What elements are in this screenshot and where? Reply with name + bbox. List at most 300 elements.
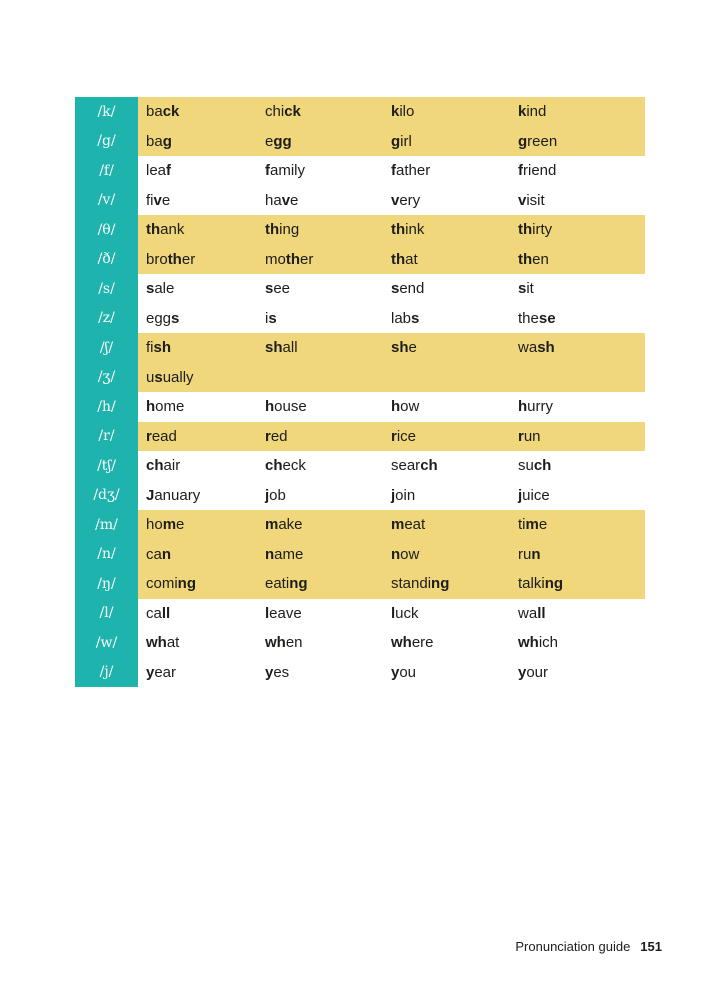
word-part: er <box>300 250 314 268</box>
example-word <box>138 369 265 386</box>
word-part: e <box>290 191 299 209</box>
highlighted-letters: m <box>265 516 279 534</box>
table-row <box>75 186 645 216</box>
highlighted-letters: ch <box>420 457 438 475</box>
phoneme-symbol: /s/ <box>75 274 138 304</box>
example-word <box>265 103 391 120</box>
highlighted-letters: v <box>391 191 400 209</box>
phoneme-symbol: /l/ <box>75 599 138 629</box>
highlighted-letters: ng <box>289 575 308 593</box>
highlighted-letters: s <box>411 309 420 327</box>
example-word <box>138 133 265 150</box>
phoneme-symbol: /g/ <box>75 127 138 157</box>
example-word <box>391 103 518 120</box>
example-word <box>138 192 265 209</box>
example-word <box>265 575 391 592</box>
example-word <box>518 487 638 504</box>
example-words <box>138 510 645 540</box>
highlighted-letters: l <box>391 604 396 622</box>
highlighted-letters: s <box>146 280 155 298</box>
word-part: eati <box>265 575 290 593</box>
word-part: eave <box>269 604 302 622</box>
example-words <box>138 274 645 304</box>
word-part: ow <box>400 398 420 416</box>
highlighted-letters: y <box>518 663 527 681</box>
highlighted-letters: ch <box>265 457 283 475</box>
word-part: ich <box>538 634 559 652</box>
word-part: lab <box>391 309 412 327</box>
example-word <box>391 133 518 150</box>
phoneme-symbol: /m/ <box>75 510 138 540</box>
word-part: ca <box>146 604 162 622</box>
highlighted-letters: ng <box>544 575 564 593</box>
example-word <box>138 251 265 268</box>
table-row <box>75 569 645 599</box>
highlighted-letters: ck <box>284 103 301 121</box>
highlighted-letters: sh <box>391 339 409 357</box>
highlighted-letters: y <box>265 663 274 681</box>
word-part: ed <box>270 427 288 445</box>
table-row <box>75 481 645 511</box>
word-part: isit <box>526 191 545 209</box>
word-part: uck <box>395 604 419 622</box>
highlighted-letters: ll <box>161 604 171 622</box>
table-row <box>75 540 645 570</box>
word-part: the <box>518 309 539 327</box>
table-row <box>75 599 645 629</box>
table-row <box>75 422 645 452</box>
word-part: ow <box>400 545 420 563</box>
example-word <box>265 221 391 238</box>
highlighted-letters: h <box>265 398 275 416</box>
word-part: ru <box>518 545 532 563</box>
word-part: eat <box>404 516 426 534</box>
example-word <box>518 457 638 474</box>
example-word <box>138 221 265 238</box>
word-part: ead <box>151 427 177 445</box>
highlighted-letters: y <box>146 663 155 681</box>
word-part: talki <box>518 575 545 593</box>
highlighted-letters: r <box>391 427 397 445</box>
word-part: en <box>532 250 549 268</box>
word-part: su <box>518 457 534 475</box>
example-word <box>138 516 265 533</box>
highlighted-letters: s <box>391 280 400 298</box>
word-part: ink <box>405 221 425 239</box>
word-part: ice <box>396 427 417 445</box>
example-words <box>138 333 645 363</box>
word-part: ear <box>154 663 177 681</box>
highlighted-letters: v <box>153 191 162 209</box>
example-word <box>391 280 518 297</box>
phoneme-symbol: /r/ <box>75 422 138 452</box>
example-word <box>391 457 518 474</box>
highlighted-letters: n <box>391 545 401 563</box>
word-part: standi <box>391 575 432 593</box>
example-word <box>518 634 638 651</box>
word-part: mo <box>265 250 286 268</box>
word-part: ere <box>411 634 434 652</box>
example-word <box>518 221 638 238</box>
table-row <box>75 245 645 275</box>
example-word <box>138 339 265 356</box>
example-words <box>138 569 645 599</box>
example-word <box>265 310 391 327</box>
highlighted-letters: th <box>391 250 406 268</box>
example-words <box>138 481 645 511</box>
example-word <box>138 634 265 651</box>
example-word <box>518 575 638 592</box>
example-word <box>518 516 638 533</box>
example-word <box>138 546 265 563</box>
pronunciation-table <box>75 97 645 687</box>
table-row <box>75 304 645 334</box>
word-part: ale <box>154 280 175 298</box>
table-row <box>75 510 645 540</box>
word-part: riend <box>523 162 557 180</box>
highlighted-letters: ng <box>177 575 196 593</box>
example-word <box>518 398 638 415</box>
highlighted-letters: j <box>265 486 270 504</box>
example-words <box>138 363 645 393</box>
phoneme-symbol: /tʃ/ <box>75 451 138 481</box>
example-word <box>265 133 391 150</box>
word-part: ind <box>526 103 547 121</box>
example-word <box>265 280 391 297</box>
phoneme-symbol: /h/ <box>75 392 138 422</box>
highlighted-letters: ch <box>146 457 164 475</box>
phoneme-symbol: /w/ <box>75 628 138 658</box>
word-part: wa <box>518 604 538 622</box>
word-part: ouse <box>274 398 307 416</box>
highlighted-letters: s <box>518 280 527 298</box>
word-part: it <box>526 280 534 298</box>
example-word <box>518 280 638 297</box>
phoneme-symbol: /k/ <box>75 97 138 127</box>
highlighted-letters: s <box>265 280 274 298</box>
table-row <box>75 215 645 245</box>
example-word <box>391 428 518 445</box>
word-part: ha <box>265 191 282 209</box>
example-word <box>138 664 265 681</box>
phoneme-symbol: /ð/ <box>75 245 138 275</box>
example-word <box>138 280 265 297</box>
highlighted-letters: th <box>518 250 533 268</box>
example-word <box>391 398 518 415</box>
highlighted-letters: f <box>265 162 270 180</box>
word-part: ually <box>162 368 194 386</box>
example-words <box>138 422 645 452</box>
word-part: eck <box>282 457 306 475</box>
word-part: e <box>265 132 274 150</box>
highlighted-letters: g <box>162 132 172 150</box>
highlighted-letters: n <box>265 545 275 563</box>
word-part: irl <box>400 132 412 150</box>
word-part: urry <box>527 398 554 416</box>
highlighted-letters: wh <box>146 634 167 652</box>
highlighted-letters: J <box>146 486 155 504</box>
highlighted-letters: s <box>268 309 277 327</box>
highlighted-letters: j <box>391 486 396 504</box>
word-part: end <box>399 280 425 298</box>
word-part: fi <box>146 339 154 357</box>
word-part: ho <box>146 516 163 534</box>
table-row <box>75 274 645 304</box>
example-words <box>138 451 645 481</box>
example-words <box>138 392 645 422</box>
example-words <box>138 156 645 186</box>
example-words <box>138 628 645 658</box>
word-part: ery <box>399 191 421 209</box>
example-word <box>265 605 391 622</box>
word-part: ca <box>146 545 162 563</box>
page-footer <box>515 939 662 954</box>
highlighted-letters: r <box>146 427 152 445</box>
word-part: u <box>146 368 155 386</box>
example-word <box>391 162 518 179</box>
word-part: irty <box>532 221 553 239</box>
example-word <box>265 546 391 563</box>
example-word <box>391 310 518 327</box>
example-words <box>138 658 645 688</box>
example-word <box>391 339 518 356</box>
example-word <box>265 251 391 268</box>
table-row <box>75 363 645 393</box>
phoneme-symbol: /θ/ <box>75 215 138 245</box>
table-row <box>75 97 645 127</box>
example-word <box>138 575 265 592</box>
word-part: ake <box>278 516 303 534</box>
highlighted-letters: th <box>146 221 161 239</box>
example-word <box>265 664 391 681</box>
word-part: all <box>282 339 298 357</box>
example-words <box>138 599 645 629</box>
word-part: egg <box>146 309 172 327</box>
word-part: at <box>405 250 418 268</box>
word-part: sear <box>391 457 421 475</box>
example-word <box>138 310 265 327</box>
example-word <box>265 162 391 179</box>
word-part: ba <box>146 132 163 150</box>
highlighted-letters: th <box>518 221 533 239</box>
word-part: e <box>538 516 548 534</box>
word-part: oin <box>395 486 416 504</box>
highlighted-letters: ng <box>431 575 450 593</box>
word-part: ame <box>274 545 304 563</box>
example-word <box>391 546 518 563</box>
phoneme-symbol: /f/ <box>75 156 138 186</box>
word-part: amily <box>270 162 306 180</box>
example-words <box>138 127 645 157</box>
example-word <box>518 339 638 356</box>
highlighted-letters: y <box>391 663 400 681</box>
example-word <box>391 605 518 622</box>
example-words <box>138 245 645 275</box>
highlighted-letters: ck <box>162 103 180 121</box>
highlighted-letters: h <box>146 398 156 416</box>
example-word <box>138 162 265 179</box>
table-row <box>75 156 645 186</box>
word-part: reen <box>527 132 558 150</box>
word-part: en <box>285 634 303 652</box>
highlighted-letters: v <box>281 191 291 209</box>
highlighted-letters: h <box>391 398 401 416</box>
footer-title: Pronunciation guide <box>515 939 631 954</box>
highlighted-letters: th <box>265 221 280 239</box>
example-word <box>265 634 391 651</box>
example-word <box>265 457 391 474</box>
example-word <box>518 162 638 179</box>
word-part: anuary <box>154 486 201 504</box>
example-word <box>391 634 518 651</box>
word-part: our <box>526 663 549 681</box>
highlighted-letters: s <box>171 309 180 327</box>
highlighted-letters: k <box>391 103 400 121</box>
example-word <box>518 103 638 120</box>
word-part: un <box>523 427 541 445</box>
highlighted-letters: th <box>391 221 406 239</box>
word-part: lea <box>146 162 167 180</box>
table-row <box>75 628 645 658</box>
example-word <box>518 192 638 209</box>
example-word <box>518 546 638 563</box>
phoneme-symbol: /ʃ/ <box>75 333 138 363</box>
highlighted-letters: wh <box>518 634 539 652</box>
word-part: wa <box>518 339 538 357</box>
example-word <box>518 664 638 681</box>
example-word <box>138 457 265 474</box>
example-words <box>138 97 645 127</box>
highlighted-letters: n <box>531 545 541 563</box>
example-words <box>138 186 645 216</box>
word-part: comi <box>146 575 178 593</box>
example-word <box>518 310 638 327</box>
example-word <box>391 664 518 681</box>
word-part: ba <box>146 103 163 121</box>
highlighted-letters: n <box>161 545 172 563</box>
example-word <box>391 221 518 238</box>
highlighted-letters: g <box>391 132 401 150</box>
page-number: 151 <box>640 939 662 954</box>
word-part: es <box>273 663 290 681</box>
highlighted-letters: th <box>167 250 182 268</box>
example-words <box>138 304 645 334</box>
example-words <box>138 215 645 245</box>
highlighted-letters: g <box>518 132 528 150</box>
table-row <box>75 658 645 688</box>
highlighted-letters: j <box>518 486 523 504</box>
example-word <box>138 398 265 415</box>
highlighted-letters: h <box>518 398 528 416</box>
phoneme-symbol: /dʒ/ <box>75 481 138 511</box>
word-part: ather <box>396 162 431 180</box>
highlighted-letters: wh <box>265 634 286 652</box>
word-part: at <box>166 634 180 652</box>
highlighted-letters: m <box>162 516 177 534</box>
word-part: er <box>181 250 196 268</box>
highlighted-letters: r <box>518 427 524 445</box>
highlighted-letters: m <box>525 516 539 534</box>
word-part: air <box>163 457 181 475</box>
table-row <box>75 392 645 422</box>
highlighted-letters: gg <box>273 132 292 150</box>
word-part: fi <box>146 191 154 209</box>
word-part: uice <box>522 486 550 504</box>
example-word <box>518 251 638 268</box>
example-word <box>391 516 518 533</box>
highlighted-letters: r <box>265 427 271 445</box>
word-part: ee <box>273 280 291 298</box>
highlighted-letters: f <box>391 162 396 180</box>
example-word <box>391 487 518 504</box>
example-words <box>138 540 645 570</box>
example-word <box>518 428 638 445</box>
example-word <box>138 428 265 445</box>
phoneme-symbol: /ʒ/ <box>75 363 138 393</box>
example-word <box>518 605 638 622</box>
highlighted-letters: sh <box>153 339 172 357</box>
word-part: i <box>265 309 269 327</box>
example-word <box>138 605 265 622</box>
highlighted-letters: f <box>518 162 523 180</box>
word-part: e <box>408 339 417 357</box>
highlighted-letters: ch <box>533 457 552 475</box>
highlighted-letters: f <box>166 162 172 180</box>
example-word <box>265 398 391 415</box>
highlighted-letters: se <box>538 309 556 327</box>
highlighted-letters: k <box>518 103 527 121</box>
example-word <box>265 487 391 504</box>
word-part: bro <box>146 250 168 268</box>
highlighted-letters: sh <box>265 339 283 357</box>
phoneme-symbol: /v/ <box>75 186 138 216</box>
phoneme-symbol: /j/ <box>75 658 138 688</box>
word-part: ou <box>399 663 417 681</box>
highlighted-letters: s <box>154 368 163 386</box>
highlighted-letters: ll <box>537 604 546 622</box>
word-part: ti <box>518 516 526 534</box>
phoneme-symbol: /z/ <box>75 304 138 334</box>
phoneme-symbol: /n/ <box>75 540 138 570</box>
example-word <box>265 428 391 445</box>
highlighted-letters: sh <box>537 339 555 357</box>
word-part: ing <box>279 221 300 239</box>
example-word <box>391 192 518 209</box>
example-word <box>265 516 391 533</box>
example-word <box>265 192 391 209</box>
table-row <box>75 333 645 363</box>
phoneme-symbol: /ŋ/ <box>75 569 138 599</box>
highlighted-letters: v <box>518 191 527 209</box>
highlighted-letters: l <box>265 604 270 622</box>
word-part: e <box>176 516 185 534</box>
example-word <box>265 339 391 356</box>
example-word <box>138 487 265 504</box>
word-part: ome <box>155 398 185 416</box>
example-word <box>518 133 638 150</box>
word-part: e <box>161 191 171 209</box>
word-part: ilo <box>399 103 415 121</box>
word-part: ank <box>160 221 185 239</box>
table-row <box>75 451 645 481</box>
example-word <box>391 575 518 592</box>
word-part: ob <box>269 486 286 504</box>
table-row <box>75 127 645 157</box>
example-word <box>138 103 265 120</box>
example-word <box>391 251 518 268</box>
word-part: chi <box>265 103 285 121</box>
highlighted-letters: m <box>391 516 405 534</box>
